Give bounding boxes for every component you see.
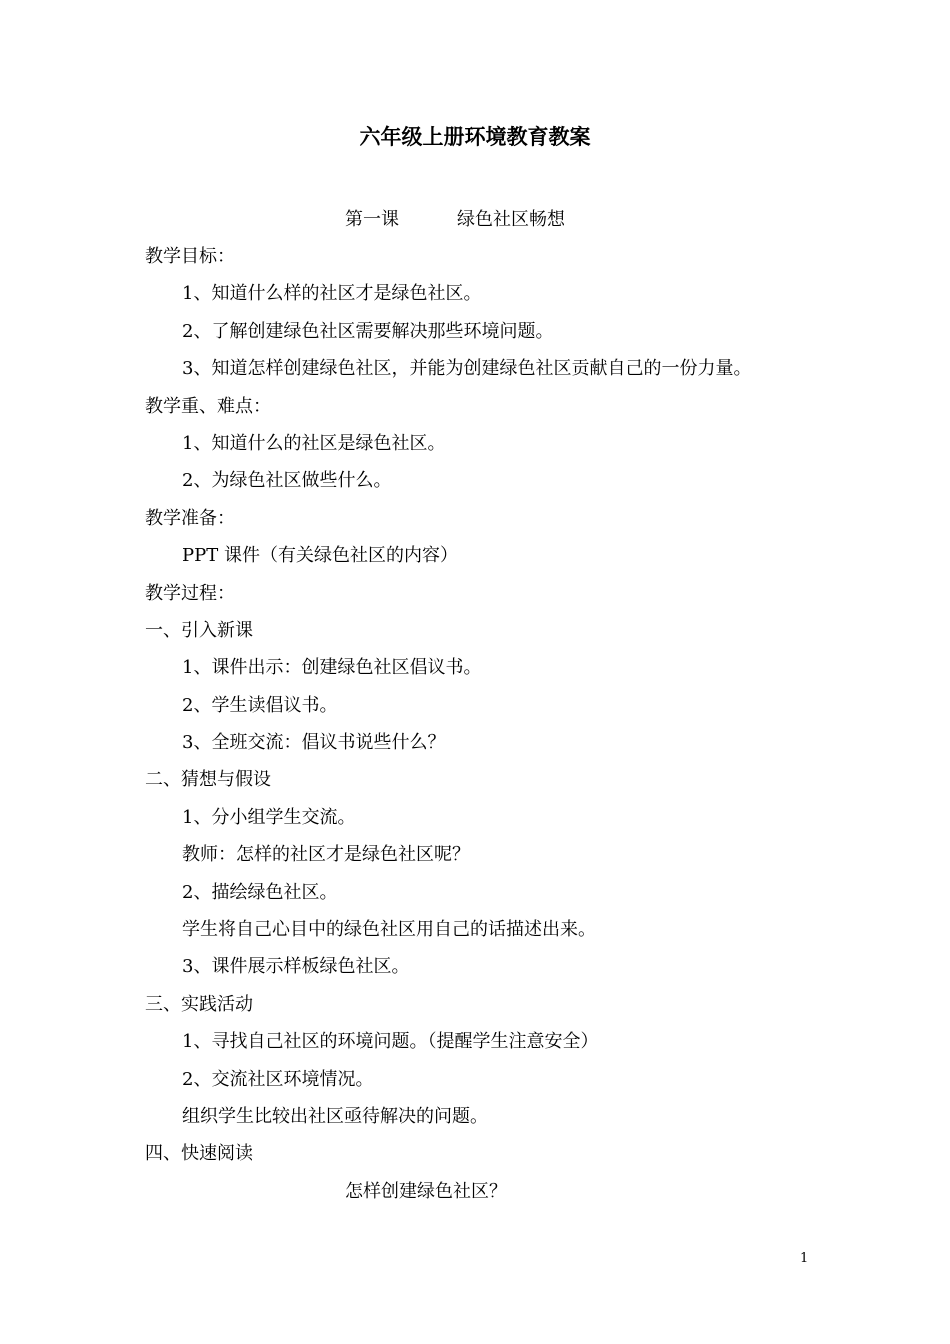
lesson-body (0, 243, 950, 1215)
body-line: 2、描绘绿色社区。 (182, 881, 338, 903)
body-line: 2、了解创建绿色社区需要解决那些环境问题。 (182, 320, 554, 342)
lesson-number: 第一课 (345, 209, 399, 230)
section-heading: 三、实践活动 (145, 993, 253, 1015)
body-line: 1、课件出示：创建绿色社区倡议书。 (182, 657, 482, 679)
body-line: 1、寻找自己社区的环境问题。（提醒学生注意安全） (182, 1031, 599, 1053)
page-title: 六年级上册环境教育教案 (359, 125, 591, 149)
section-heading: 教学过程： (145, 582, 235, 604)
page-number: 1 (800, 1251, 809, 1266)
section-heading: 一、引入新课 (145, 619, 253, 641)
body-line: 教师：怎样的社区才是绿色社区呢？ (182, 844, 470, 866)
reading-title: 怎样创建绿色社区？ (345, 1180, 507, 1202)
body-line: 3、知道怎样创建绿色社区，并能为创建绿色社区贡献自己的一份力量。 (182, 358, 752, 380)
body-line: 1、知道什么样的社区才是绿色社区。 (182, 283, 482, 305)
body-line: 3、课件展示样板绿色社区。 (182, 956, 410, 978)
section-heading: 四、快速阅读 (145, 1143, 253, 1165)
body-line: 2、交流社区环境情况。 (182, 1068, 374, 1090)
body-line: 学生将自己心目中的绿色社区用自己的话描述出来。 (182, 919, 596, 941)
body-line: 2、为绿色社区做些什么。 (182, 470, 392, 492)
body-line: 3、全班交流：倡议书说些什么？ (182, 732, 446, 754)
body-line: 1、知道什么的社区是绿色社区。 (182, 432, 446, 454)
lesson-name: 绿色社区畅想 (457, 209, 565, 230)
lesson-heading (345, 207, 565, 233)
body-line: PPT 课件（有关绿色社区的内容） (182, 545, 458, 567)
section-heading: 二、猜想与假设 (145, 769, 271, 791)
section-heading: 教学重、难点： (145, 395, 271, 417)
body-line: 1、分小组学生交流。 (182, 806, 356, 828)
body-line: 组织学生比较出社区亟待解决的问题。 (182, 1105, 488, 1127)
section-heading: 教学准备： (145, 507, 235, 529)
section-heading: 教学目标： (145, 246, 235, 267)
body-line: 2、学生读倡议书。 (182, 694, 338, 716)
